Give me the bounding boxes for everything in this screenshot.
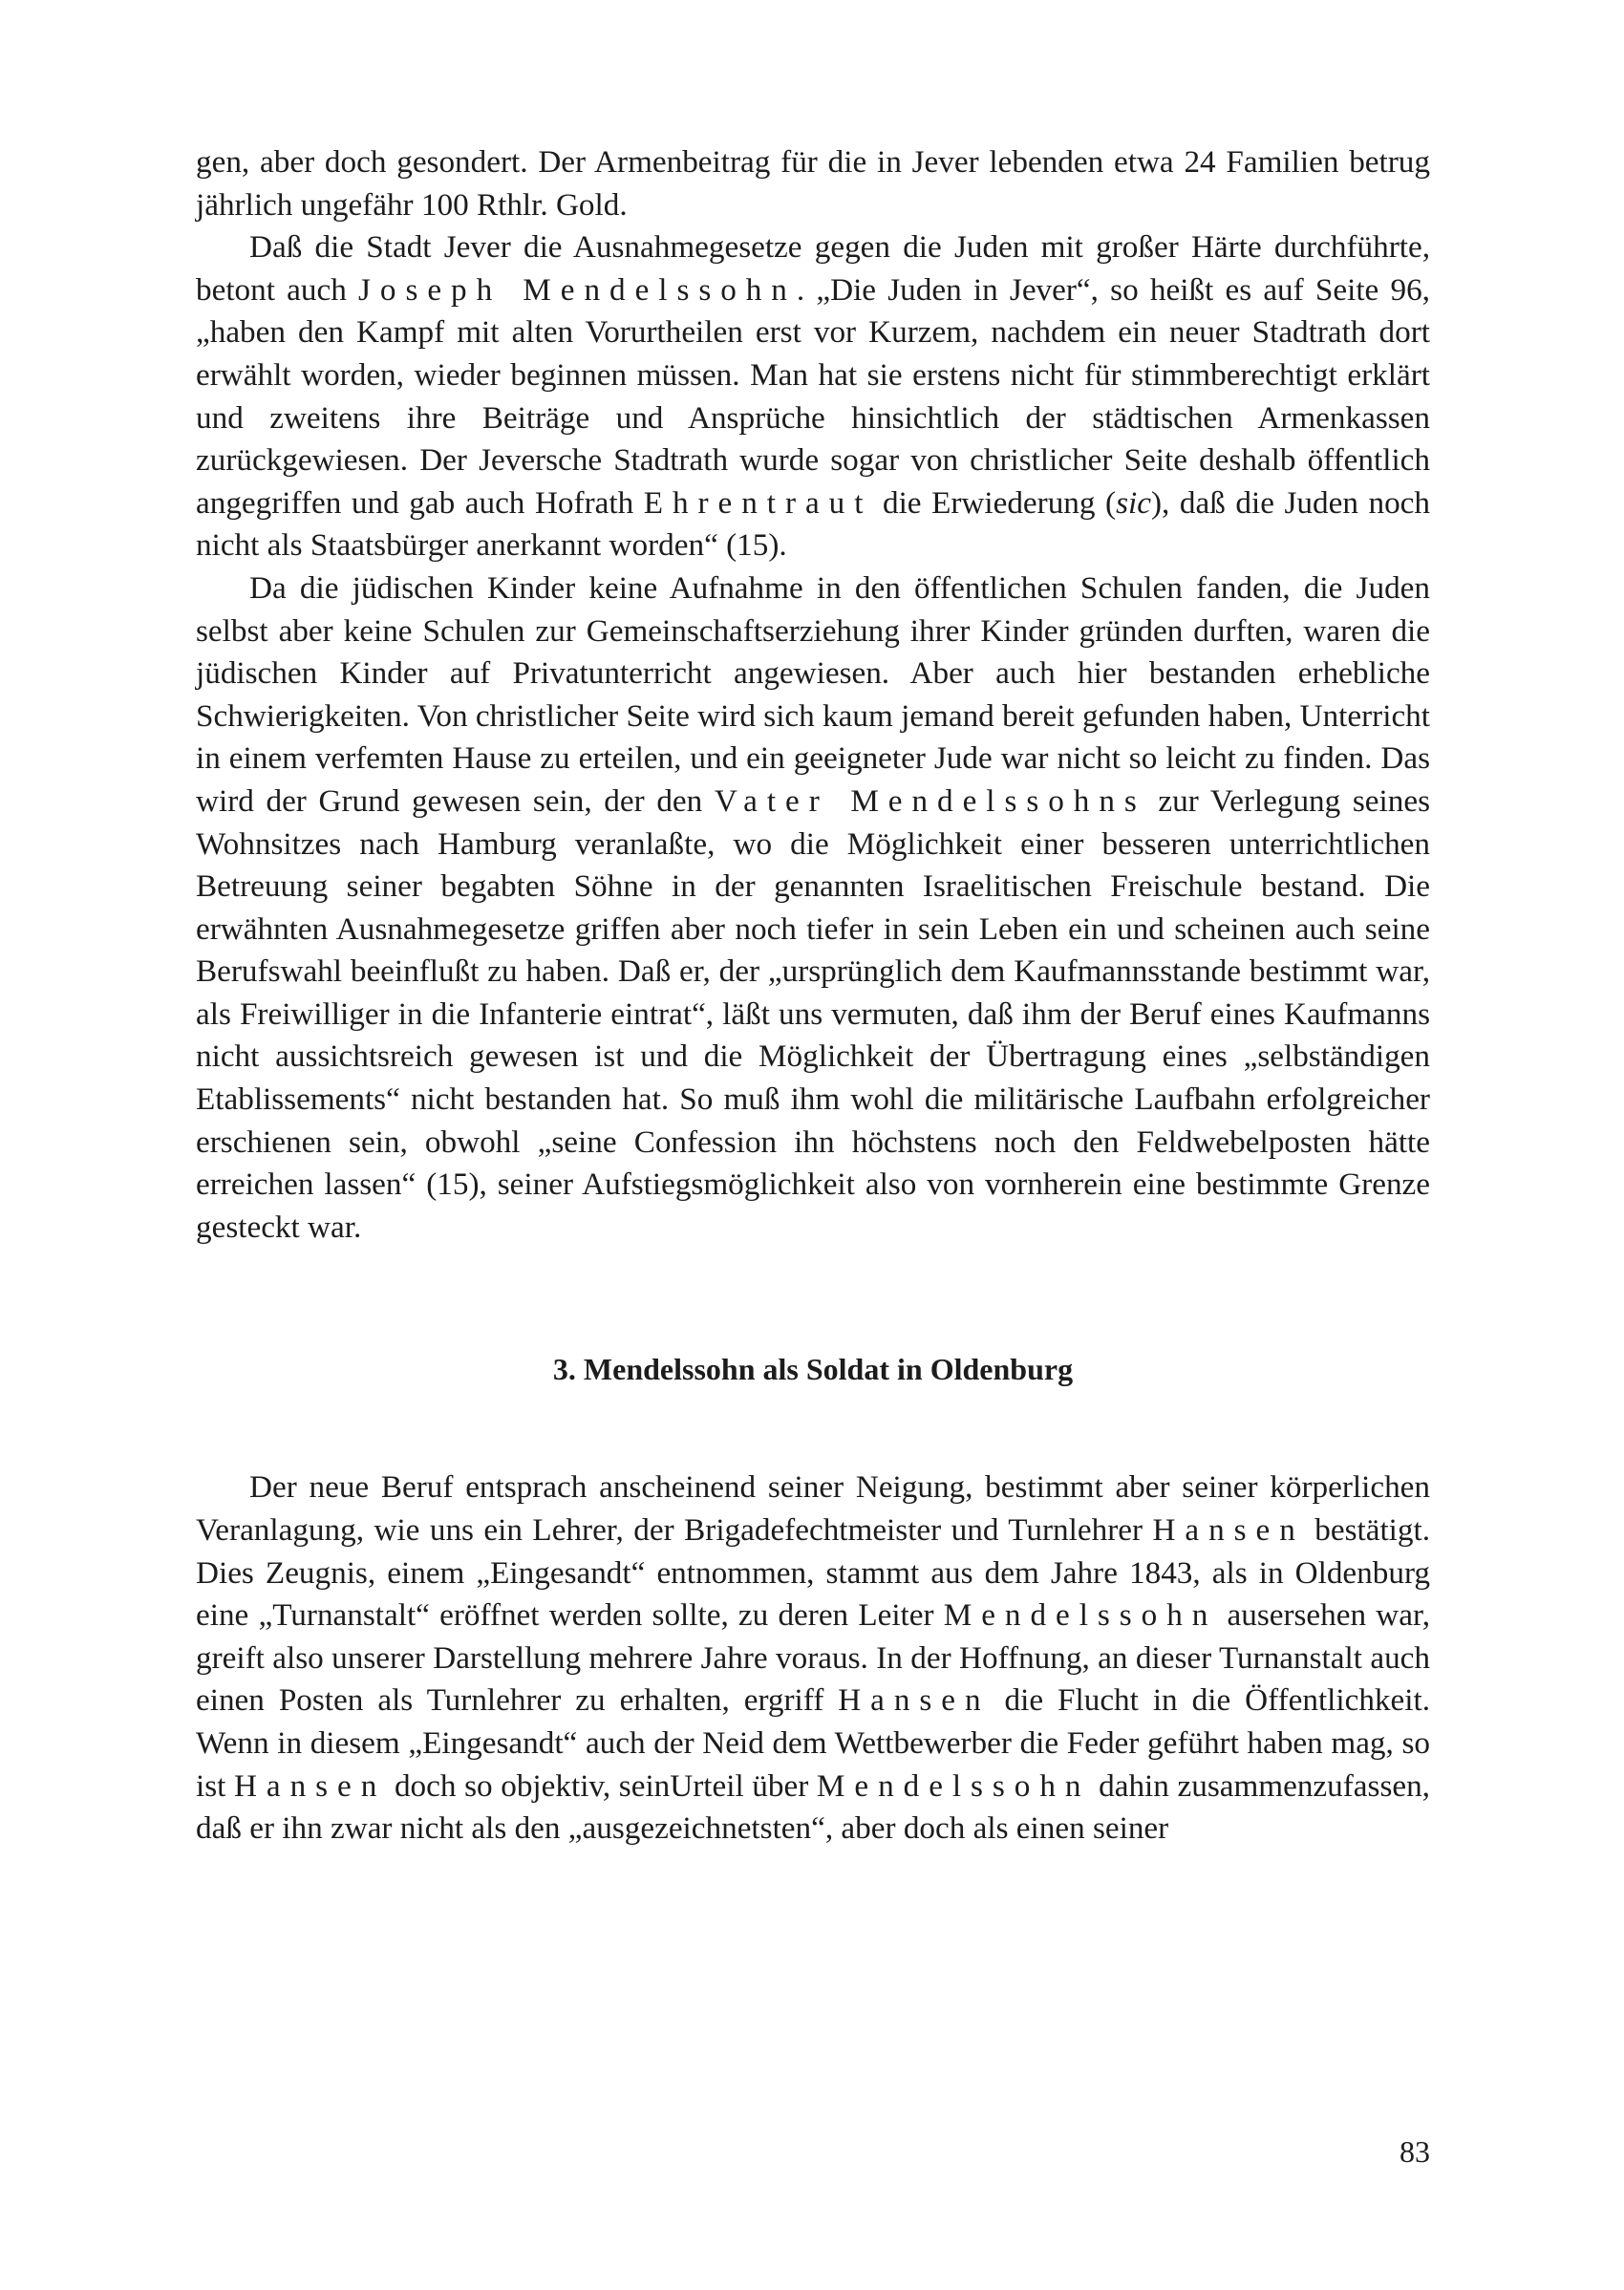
paragraph — [196, 226, 1430, 567]
text-run: . „Die Juden in Jever“, so heißt es auf Seite 96, „haben den Kampf mit alten Vorurtheilen erst vor Kurzem, nachdem ein neuer Stadtrath dort erwählt worden, wieder beginnen müssen. Man hat sie erstens nicht für stimmberechtigt erklärt und zweitens ihre Beiträge und Ansprüche hinsichtlich der städtischen Armenkassen zurückgewiesen. Der Jeversche Stadtrath wurde sogar von christlicher Seite deshalb öffentlich angegriffen und gab auch Hofrath — [196, 271, 1430, 521]
spaced-name: Hansen — [838, 1682, 991, 1719]
text-run: dahin zusammenzufassen, daß er ihn zwar nicht als den „ausgezeichnetsten“, aber doch als einen seiner — [196, 1767, 1430, 1847]
text-run: doch so objektiv, seinUrteil über — [386, 1767, 817, 1804]
text-run: die Flucht in die Öffentlichkeit. Wenn in diesem „Eingesandt“ auch der Neid dem Wettbewerber die Feder geführt haben mag, so ist — [196, 1682, 1430, 1804]
page-number: 83 — [1400, 2134, 1430, 2169]
paragraph — [196, 1466, 1430, 1850]
text-run: ausersehen war, greift also unserer Darstellung mehrere Jahre voraus. In der Hoffnung, an dieser Turnanstalt auch einen Posten als Turnlehrer zu erhalten, ergriff — [196, 1597, 1430, 1719]
text-run: die Erwiederung ( — [872, 484, 1117, 521]
italic-text: sic — [1116, 484, 1151, 521]
spaced-name: Hansen — [1152, 1512, 1305, 1549]
text-run: gen, aber doch gesondert. Der Armenbeitrag für die in Jever lebenden etwa 24 Familien betrug jährlich ungefähr 100 Rthlr. Gold. — [196, 144, 1430, 223]
section-heading: 3. Mendelssohn als Soldat in Oldenburg — [552, 1352, 1074, 1387]
text-run: bestätigt. Dies Zeugnis, einem „Eingesandt“ entnommen, stammt aus dem Jahre 1843, als in Oldenburg eine „Turnanstalt“ eröffnet werden sollte, zu deren Leiter — [196, 1512, 1431, 1634]
text-run: ), daß die Juden noch nicht als Staatsbürger anerkannt worden“ (15). — [196, 484, 1430, 564]
paragraph — [196, 567, 1430, 1250]
text-run: zur Verlegung seines Wohnsitzes nach Hamburg veranlaßte, wo die Möglichkeit einer besseren unterrichtlichen Betreuung seiner begabten Söhne in der genannten Israelitischen Freischule bestand. Die erwähnten Ausnahmegesetze griffen aber noch tiefer in sein Leben ein und scheinen auch seine Berufswahl beeinflußt zu haben. Daß er, der „ursprünglich dem Kaufmannsstande bestimmt war, als Freiwilliger in die Infanterie eintrat“, läßt uns vermuten, daß ihm der Beruf eines Kaufmanns nicht aussichtsreich gewesen ist und die Möglichkeit der Übertragung eines „selbständigen Etablissements“ nicht bestanden hat. So muß ihm wohl die militärische Laufbahn erfolgreicher erschienen sein, obwohl „seine Confession ihn höchstens noch den Feldwebelposten hätte erreichen lassen“ (15), seiner Aufstiegsmöglichkeit also von vornherein eine bestimmte Grenze gesteckt war. — [196, 782, 1430, 1245]
spaced-name: Vater Mendelssohns — [714, 782, 1146, 819]
spaced-name: Joseph Mendelssohn — [358, 271, 797, 308]
text-run: Daß die Stadt Jever die Ausnahmegesetze gegen die Juden mit großer Härte durchführte, betont auch — [196, 229, 1430, 308]
spaced-name: Ehrentraut — [643, 484, 873, 521]
spaced-name: Mendelssohn — [816, 1767, 1091, 1804]
spaced-name: Hansen — [234, 1767, 387, 1804]
text-block-before — [196, 141, 1430, 1249]
spaced-name: Mendelssohn — [943, 1597, 1218, 1634]
text-run: Der neue Beruf entsprach anscheinend seiner Neigung, bestimmt aber seiner körperlichen Veranlagung, wie uns ein Lehrer, der Brigadefechtmeister und Turnlehrer — [196, 1469, 1430, 1549]
paragraph — [196, 141, 1430, 226]
text-block-after — [196, 1466, 1430, 1850]
page-body — [196, 141, 1430, 1851]
text-run: Da die jüdischen Kinder keine Aufnahme in den öffentlichen Schulen fanden, die Juden selbst aber keine Schulen zur Gemeinschaftserziehung ihrer Kinder gründen durften, waren die jüdischen Kinder auf Privatunterricht angewiesen. Aber auch hier bestanden erhebliche Schwierigkeiten. Von christlicher Seite wird sich kaum jemand bereit gefunden haben, Unterricht in einem verfemten Hause zu erteilen, und ein geeigneter Jude war nicht so leicht zu finden. Das wird der Grund gewesen sein, der den — [196, 569, 1430, 819]
